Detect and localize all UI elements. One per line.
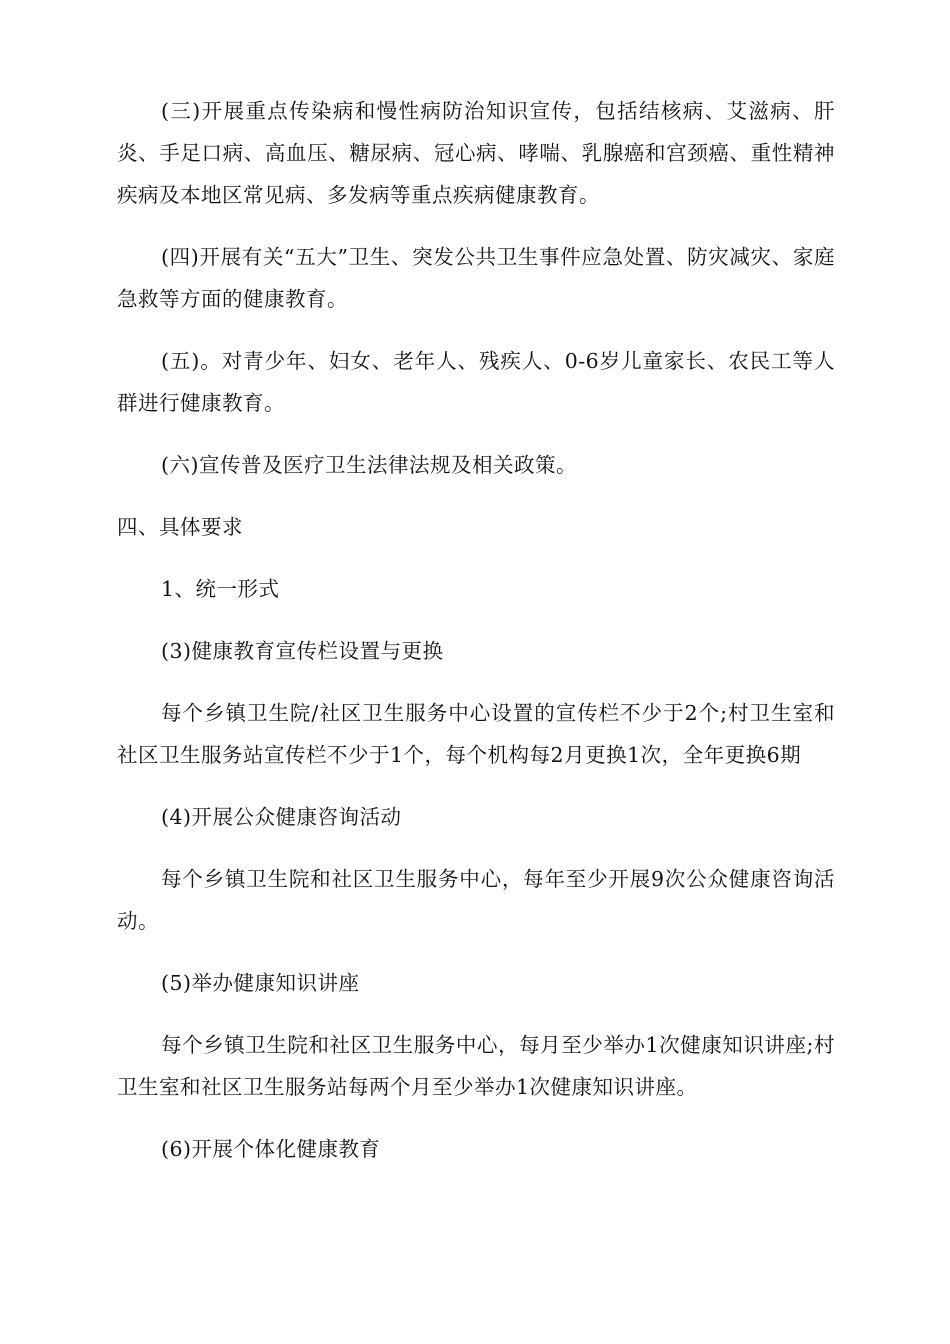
section-heading-requirements: 四、具体要求 bbox=[117, 515, 243, 539]
paragraph-bulletin-board: 每个乡镇卫生院/社区卫生服务中心设置的宣传栏不少于2个;村卫生室和社区卫生服务站宣传栏不少于1个，每个机构每2月更换1次，全年更换6期 bbox=[117, 701, 835, 767]
paragraph-item-3: (三)开展重点传染病和慢性病防治知识宣传，包括结核病、艾滋病、肝炎、手足口病、高血压、糖尿病、冠心病、哮喘、乳腺癌和宫颈癌、重性精神疾病及本地区常见病、多发病等重点疾病健康教育。 bbox=[117, 99, 835, 207]
document-body bbox=[117, 90, 835, 1190]
paragraph-lectures: 每个乡镇卫生院和社区卫生服务中心，每月至少举办1次健康知识讲座;村卫生室和社区卫生服务站每两个月至少举办1次健康知识讲座。 bbox=[117, 1033, 835, 1099]
subheading-consultation: (4)开展公众健康咨询活动 bbox=[161, 805, 402, 829]
subheading-unified-form: 1、统一形式 bbox=[161, 577, 280, 601]
paragraph-consultation: 每个乡镇卫生院和社区卫生服务中心，每年至少开展9次公众健康咨询活动。 bbox=[117, 867, 835, 933]
subheading-lectures: (5)举办健康知识讲座 bbox=[161, 971, 360, 995]
subheading-individual-education: (6)开展个体化健康教育 bbox=[161, 1137, 381, 1161]
paragraph-item-5: (五)。对青少年、妇女、老年人、残疾人、0-6岁儿童家长、农民工等人群进行健康教育。 bbox=[117, 349, 835, 415]
paragraph-item-6: (六)宣传普及医疗卫生法律法规及相关政策。 bbox=[161, 453, 577, 477]
subheading-bulletin-board: (3)健康教育宣传栏设置与更换 bbox=[161, 639, 444, 663]
paragraph-item-4: (四)开展有关“五大”卫生、突发公共卫生事件应急处置、防灾减灾、家庭急救等方面的健康教育。 bbox=[117, 245, 835, 311]
